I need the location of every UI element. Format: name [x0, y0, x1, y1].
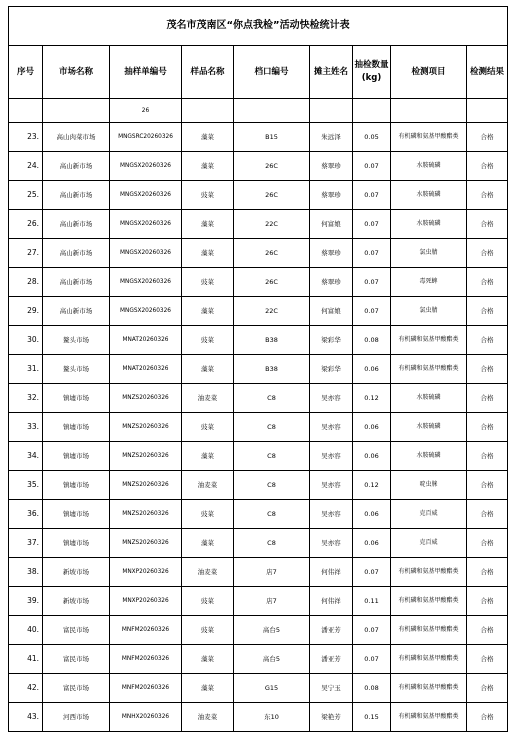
cell-code: MNGSX20260326 [110, 268, 182, 297]
cell-item: 有机磷和氨基甲酸酯类 [391, 645, 467, 674]
cell-sample: 豉菜 [182, 413, 234, 442]
cell-item: 氯虫腈 [391, 297, 467, 326]
cell-result: 合格 [467, 529, 508, 558]
cell-sample: 藻菜 [182, 355, 234, 384]
cell-market: 新坡市场 [43, 558, 110, 587]
cell-qty: 0.05 [353, 123, 391, 152]
cell-code: MNGSX20260326 [110, 152, 182, 181]
cell-item: 水胺硫磷 [391, 181, 467, 210]
cell-no: 27. [9, 239, 43, 268]
cell-no: 39. [9, 587, 43, 616]
cell-owner: 吴亦容 [310, 384, 353, 413]
cell-code: MNGSX20260326 [110, 297, 182, 326]
cell-no: 33. [9, 413, 43, 442]
cell-qty: 0.07 [353, 558, 391, 587]
cell-qty: 0.07 [353, 297, 391, 326]
cell-no: 28. [9, 268, 43, 297]
cell-item: 有机磷和氨基甲酸酯类 [391, 355, 467, 384]
cell-result: 合格 [467, 616, 508, 645]
cell-sample: 藻菜 [182, 297, 234, 326]
cell-owner: 吴亦容 [310, 500, 353, 529]
cell-result: 合格 [467, 703, 508, 732]
cell-qty: 0.07 [353, 645, 391, 674]
cell-item: 水胺硫磷 [391, 210, 467, 239]
header-code: 抽样单编号 [110, 46, 182, 99]
cell-code: MNZS20260326 [110, 471, 182, 500]
cell-qty: 0.07 [353, 210, 391, 239]
cell-no: 41. [9, 645, 43, 674]
cell-stall: 店7 [234, 587, 310, 616]
cell-market: 新坡市场 [43, 587, 110, 616]
header-result: 检测结果 [467, 46, 508, 99]
cell-code: MNZS20260326 [110, 384, 182, 413]
cell-code: MNAT20260326 [110, 326, 182, 355]
cell-qty: 0.11 [353, 587, 391, 616]
cell-qty: 0.07 [353, 181, 391, 210]
cell-stall: 22C [234, 297, 310, 326]
header-qty: 抽检数量(kg) [353, 46, 391, 99]
cell-no: 25. [9, 181, 43, 210]
table-row [9, 268, 508, 297]
cell-sample: 油麦菜 [182, 703, 234, 732]
cell-code: MNHX20260326 [110, 703, 182, 732]
cell-code: MNXP20260326 [110, 587, 182, 616]
cell-sample: 油麦菜 [182, 384, 234, 413]
cell-qty: 0.06 [353, 529, 391, 558]
cell-market: 富民市场 [43, 645, 110, 674]
cell-sample: 藻菜 [182, 123, 234, 152]
cell-no: 31. [9, 355, 43, 384]
cell-market: 河西市场 [43, 703, 110, 732]
cell-market: 镇墟市场 [43, 413, 110, 442]
cell-no: 38. [9, 558, 43, 587]
cell-owner: 何富娘 [310, 297, 353, 326]
cell-result: 合格 [467, 413, 508, 442]
cell-code: MNGSRC20260326 [110, 123, 182, 152]
cell-stall: C8 [234, 529, 310, 558]
cell-owner: 吴亦容 [310, 413, 353, 442]
cell-market: 高山新市场 [43, 210, 110, 239]
cell-code: MNFM20260326 [110, 645, 182, 674]
cell-code: MNZS20260326 [110, 529, 182, 558]
cell-sample: 豉菜 [182, 616, 234, 645]
table-row [9, 239, 508, 268]
cell-owner: 朱远泽 [310, 123, 353, 152]
cell-result: 合格 [467, 268, 508, 297]
cell-sample: 藻菜 [182, 152, 234, 181]
table-row [9, 355, 508, 384]
cell-stall: 26C [234, 181, 310, 210]
cell-result: 合格 [467, 210, 508, 239]
table-row [9, 529, 508, 558]
cell-owner: 何富娘 [310, 210, 353, 239]
cell-stall: 东10 [234, 703, 310, 732]
cell-no: 26. [9, 210, 43, 239]
cell-market: 镇墟市场 [43, 471, 110, 500]
cell-stall: B15 [234, 123, 310, 152]
cell-stall: 高台5 [234, 616, 310, 645]
cell-sample: 油麦菜 [182, 471, 234, 500]
cell-code: MNGSX20260326 [110, 210, 182, 239]
cell-market: 鳌头市场 [43, 355, 110, 384]
cell-item: 克百威 [391, 529, 467, 558]
cell-item: 水胺硫磷 [391, 384, 467, 413]
table-row [9, 442, 508, 471]
cell-no: 37. [9, 529, 43, 558]
cell-qty: 0.06 [353, 500, 391, 529]
cell-item: 有机磷和氨基甲酸酯类 [391, 616, 467, 645]
table-row [9, 645, 508, 674]
cell-item: 啶虫脒 [391, 471, 467, 500]
cell-result: 合格 [467, 674, 508, 703]
cell-sample: 豉菜 [182, 268, 234, 297]
cell-item: 有机磷和氨基甲酸酯类 [391, 703, 467, 732]
cell-stall: 22C [234, 210, 310, 239]
cell-sample: 豉菜 [182, 326, 234, 355]
cell-result: 合格 [467, 123, 508, 152]
header-owner: 摊主姓名 [310, 46, 353, 99]
cell-owner: 何伟祥 [310, 587, 353, 616]
table-row [9, 616, 508, 645]
inspection-table [8, 6, 508, 732]
cell-no: 36. [9, 500, 43, 529]
cell-stall: 26C [234, 152, 310, 181]
table-row [9, 674, 508, 703]
cell-item: 克百威 [391, 500, 467, 529]
cell-market: 高山肉菜市场 [43, 123, 110, 152]
cell-market: 镇墟市场 [43, 442, 110, 471]
table-row [9, 297, 508, 326]
cell-qty: 0.15 [353, 703, 391, 732]
header-sample: 样品名称 [182, 46, 234, 99]
cell-result: 合格 [467, 442, 508, 471]
cell-code: MNXP20260326 [110, 558, 182, 587]
cell-qty: 0.12 [353, 471, 391, 500]
cell-market: 高山新市场 [43, 181, 110, 210]
header-market: 市场名称 [43, 46, 110, 99]
cell-code: MNZS20260326 [110, 500, 182, 529]
cell-qty: 0.07 [353, 616, 391, 645]
cell-stall: C8 [234, 471, 310, 500]
table-row [9, 703, 508, 732]
table-row [9, 384, 508, 413]
cell-sample: 藻菜 [182, 529, 234, 558]
table-row [9, 558, 508, 587]
cell-item: 有机磷和氨基甲酸酯类 [391, 123, 467, 152]
cell-market: 富民市场 [43, 616, 110, 645]
table-row [9, 181, 508, 210]
continuation-code: 26 [110, 99, 182, 123]
cell-qty: 0.07 [353, 152, 391, 181]
cell-no: 29. [9, 297, 43, 326]
cell-sample: 豉菜 [182, 587, 234, 616]
table-row [9, 326, 508, 355]
cell-stall: 26C [234, 239, 310, 268]
cell-stall: C8 [234, 500, 310, 529]
header-row [9, 46, 508, 99]
table-row [9, 152, 508, 181]
cell-no: 40. [9, 616, 43, 645]
cell-stall: 26C [234, 268, 310, 297]
table-row [9, 500, 508, 529]
cell-item: 有机磷和氨基甲酸酯类 [391, 674, 467, 703]
cell-sample: 藻菜 [182, 210, 234, 239]
cell-item: 毒死蜱 [391, 268, 467, 297]
cell-item: 有机磷和氨基甲酸酯类 [391, 587, 467, 616]
cell-no: 34. [9, 442, 43, 471]
cell-no: 24. [9, 152, 43, 181]
cell-stall: 店7 [234, 558, 310, 587]
cell-owner: 梁艳芳 [310, 703, 353, 732]
header-no: 序号 [9, 46, 43, 99]
table-row [9, 210, 508, 239]
cell-stall: C8 [234, 413, 310, 442]
cell-code: MNFM20260326 [110, 616, 182, 645]
cell-sample: 藻菜 [182, 645, 234, 674]
cell-sample: 藻菜 [182, 239, 234, 268]
cell-market: 高山新市场 [43, 239, 110, 268]
cell-result: 合格 [467, 326, 508, 355]
cell-no: 23. [9, 123, 43, 152]
table-row [9, 123, 508, 152]
cell-code: MNZS20260326 [110, 413, 182, 442]
cell-sample: 藻菜 [182, 442, 234, 471]
cell-qty: 0.07 [353, 268, 391, 297]
cell-market: 高山新市场 [43, 152, 110, 181]
cell-stall: B38 [234, 355, 310, 384]
cell-no: 42. [9, 674, 43, 703]
header-item: 检测项目 [391, 46, 467, 99]
cell-result: 合格 [467, 152, 508, 181]
cell-result: 合格 [467, 181, 508, 210]
cell-no: 35. [9, 471, 43, 500]
cell-market: 镇墟市场 [43, 384, 110, 413]
cell-qty: 0.06 [353, 413, 391, 442]
cell-result: 合格 [467, 239, 508, 268]
cell-owner: 吴亦容 [310, 529, 353, 558]
cell-result: 合格 [467, 297, 508, 326]
cell-no: 43. [9, 703, 43, 732]
cell-code: MNGSX20260326 [110, 239, 182, 268]
cell-result: 合格 [467, 500, 508, 529]
cell-result: 合格 [467, 471, 508, 500]
cell-qty: 0.07 [353, 239, 391, 268]
cell-owner: 吴宁玉 [310, 674, 353, 703]
cell-market: 高山新市场 [43, 297, 110, 326]
cell-qty: 0.08 [353, 674, 391, 703]
table-row [9, 587, 508, 616]
cell-qty: 0.12 [353, 384, 391, 413]
table-title: 茂名市茂南区“你点我检”活动快检统计表 [9, 7, 508, 46]
cell-qty: 0.06 [353, 442, 391, 471]
cell-market: 镇墟市场 [43, 529, 110, 558]
cell-owner: 蔡翠珍 [310, 181, 353, 210]
cell-item: 水胺硫磷 [391, 152, 467, 181]
cell-owner: 何伟祥 [310, 558, 353, 587]
cell-sample: 豉菜 [182, 500, 234, 529]
header-stall: 档口编号 [234, 46, 310, 99]
cell-code: MNAT20260326 [110, 355, 182, 384]
cell-owner: 吴亦容 [310, 471, 353, 500]
cell-result: 合格 [467, 558, 508, 587]
cell-item: 水胺硫磷 [391, 413, 467, 442]
table-row [9, 413, 508, 442]
cell-sample: 豉菜 [182, 181, 234, 210]
cell-owner: 潘亚芳 [310, 616, 353, 645]
cell-stall: B38 [234, 326, 310, 355]
cell-result: 合格 [467, 587, 508, 616]
cell-owner: 蔡翠珍 [310, 268, 353, 297]
cell-code: MNZS20260326 [110, 442, 182, 471]
cell-result: 合格 [467, 355, 508, 384]
cell-item: 有机磷和氨基甲酸酯类 [391, 326, 467, 355]
cell-owner: 蔡翠珍 [310, 152, 353, 181]
cell-item: 水胺硫磷 [391, 442, 467, 471]
cell-sample: 油麦菜 [182, 558, 234, 587]
cell-no: 30. [9, 326, 43, 355]
cell-owner: 潘亚芳 [310, 645, 353, 674]
cell-market: 镇墟市场 [43, 500, 110, 529]
table-row [9, 471, 508, 500]
continuation-row [9, 99, 508, 123]
cell-owner: 蔡翠珍 [310, 239, 353, 268]
cell-stall: C8 [234, 384, 310, 413]
cell-sample: 藻菜 [182, 674, 234, 703]
cell-market: 鳌头市场 [43, 326, 110, 355]
cell-result: 合格 [467, 384, 508, 413]
cell-item: 有机磷和氨基甲酸酯类 [391, 558, 467, 587]
cell-qty: 0.08 [353, 326, 391, 355]
cell-owner: 梁彩华 [310, 326, 353, 355]
cell-no: 32. [9, 384, 43, 413]
cell-owner: 梁彩华 [310, 355, 353, 384]
cell-qty: 0.06 [353, 355, 391, 384]
cell-stall: C8 [234, 442, 310, 471]
cell-code: MNGSX20260326 [110, 181, 182, 210]
cell-code: MNFM20260326 [110, 674, 182, 703]
cell-result: 合格 [467, 645, 508, 674]
cell-stall: G15 [234, 674, 310, 703]
cell-item: 氯虫腈 [391, 239, 467, 268]
cell-stall: 高台5 [234, 645, 310, 674]
cell-market: 高山新市场 [43, 268, 110, 297]
cell-market: 富民市场 [43, 674, 110, 703]
cell-owner: 吴亦容 [310, 442, 353, 471]
